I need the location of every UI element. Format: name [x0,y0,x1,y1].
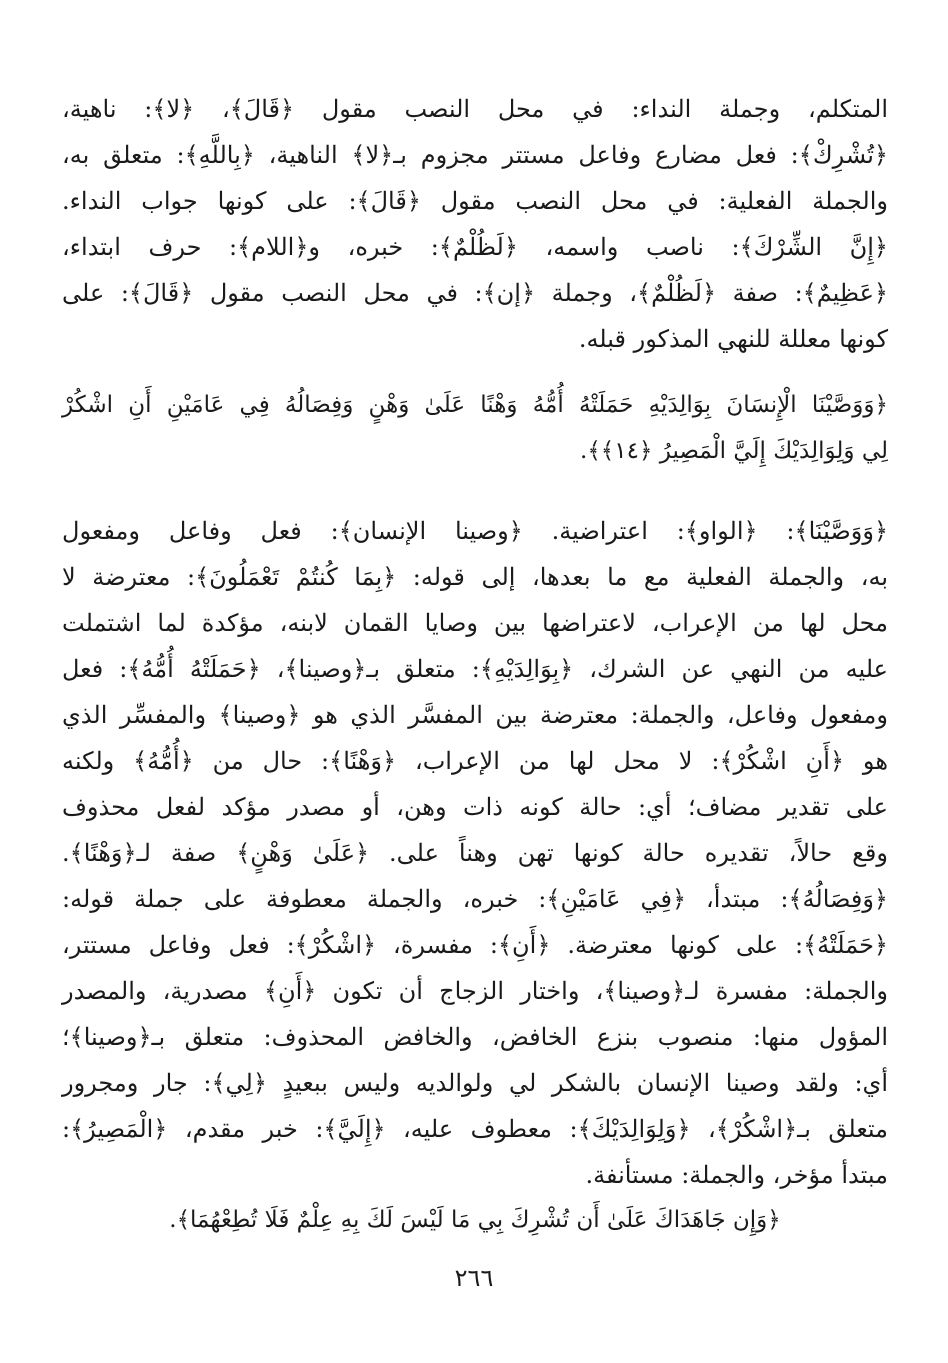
quran-verse-15 [62,1197,888,1243]
text-line: على تقدير مضاف؛ أي: حالة كونه ذات وهن، أو مصدر مؤكد لفعل محذوف [62,793,888,821]
paragraph-lines-1 [62,86,888,362]
text-line: ﴿وَفِصَالُهُ﴾: مبتدأ، ﴿فِي عَامَيْنِ﴾: خبره، والجملة معطوفة على جملة قوله: [62,885,888,913]
text-line: المتكلم، وجملة النداء: في محل النصب مقول ﴿قَالَ﴾، ﴿لا﴾: ناهية، [62,95,888,123]
text-line: ﴿تُشْرِكْ﴾: فعل مضارع وفاعل مستتر مجزوم بـ﴿لا﴾ الناهية، ﴿بِاللَّهِ﴾: متعلق به، [62,141,888,169]
text-line: ﴿إِنَّ الشِّرْكَ﴾: ناصب واسمه، ﴿لَظُلْمٌ﴾: خبره، و﴿اللام﴾: حرف ابتداء، [62,233,888,261]
text-line: هو ﴿أَنِ اشْكُرْ﴾: لا محل لها من الإعراب، ﴿وَهْنًا﴾: حال من ﴿أُمُّهُ﴾ ولكنه [62,747,888,775]
text-line: عليه من النهي عن الشرك، ﴿بِوَالِدَيْهِ﴾: متعلق بـ﴿وصينا﴾، ﴿حَمَلَتْهُ أُمُّهُ﴾: فعل [62,655,888,683]
text-line: المؤول منها: منصوب بنزع الخافض، والخافض المحذوف: متعلق بـ﴿وصينا﴾؛ [62,1023,888,1051]
text-line: ﴿وَوَصَّيْنَا﴾: ﴿الواو﴾: اعتراضية. ﴿وصينا الإنسان﴾: فعل وفاعل ومفعول [62,517,889,545]
text-line: كونها معللة للنهي المذكور قبله. [578,325,888,353]
quran-verse-14 [62,382,888,474]
text-line: ومفعول وفاعل، والجملة: معترضة بين المفسَّر الذي هو ﴿وصينا﴾ والمفسِّر الذي [62,701,888,729]
text-line: ﴿حَمَلَتْهُ﴾: على كونها معترضة. ﴿أَنِ﴾: مفسرة، ﴿اشْكُرْ﴾: فعل وفاعل مستتر، [62,931,888,959]
text-line: به، والجملة الفعلية مع ما بعدها، إلى قوله: ﴿بِمَا كُنتُمْ تَعْمَلُونَ﴾: معترضة لا [62,563,888,591]
text-line: محل لها من الإعراب، لاعتراضها بين وصايا القمان لابنه، مؤكدة لما اشتملت [62,609,888,637]
text-line: والجملة: مفسرة لـ﴿وصينا﴾، واختار الزجاج أن تكون ﴿أَنِ﴾ مصدرية، والمصدر [62,977,888,1005]
verse-line: ﴿وَوَصَّيْنَا الْإِنسَانَ بِوَالِدَيْهِ حَمَلَتْهُ أُمُّهُ وَهْنًا عَلَىٰ وَهْنٍ وَفِصَالُهُ فِي عَامَيْنِ أَنِ اشْكُرْ [62,392,888,418]
verse-line: لِي وَلِوَالِدَيْكَ إِلَيَّ الْمَصِيرُ ﴿١٤﴾﴾. [580,438,888,464]
text-line: وقع حالاً، تقديره حالة كونها تهن وهناً على. ﴿عَلَىٰ وَهْنٍ﴾ صفة لـ﴿وَهْنًا﴾. [62,839,888,867]
text-line: أي: ولقد وصينا الإنسان بالشكر لي ولوالديه وليس ببعيدٍ ﴿لِي﴾: جار ومجرور [62,1069,889,1097]
text-line: ﴿عَظِيمٌ﴾: صفة ﴿لَظُلْمٌ﴾، وجملة ﴿إن﴾: في محل النصب مقول ﴿قَالَ﴾: على [62,279,888,307]
page-number: ٢٦٦ [454,1264,494,1292]
verse-line: ﴿وَإِن جَاهَدَاكَ عَلَىٰ أَن تُشْرِكَ بِي مَا لَيْسَ لَكَ بِهِ عِلْمٌ فَلَا تُطِعْهُمَا﴾. [169,1207,781,1233]
text-line: متعلق بـ﴿اشْكُرْ﴾، ﴿وَلِوَالِدَيْكَ﴾: معطوف عليه، ﴿إِلَيَّ﴾: خبر مقدم، ﴿الْمَصِيرُ﴾: [62,1115,888,1143]
paragraph-lines-2 [62,508,888,1198]
text-line: مبتدأ مؤخر، والجملة: مستأنفة. [585,1161,888,1189]
text-line: والجملة الفعلية: في محل النصب مقول ﴿قَالَ﴾: على كونها جواب النداء. [62,187,888,215]
